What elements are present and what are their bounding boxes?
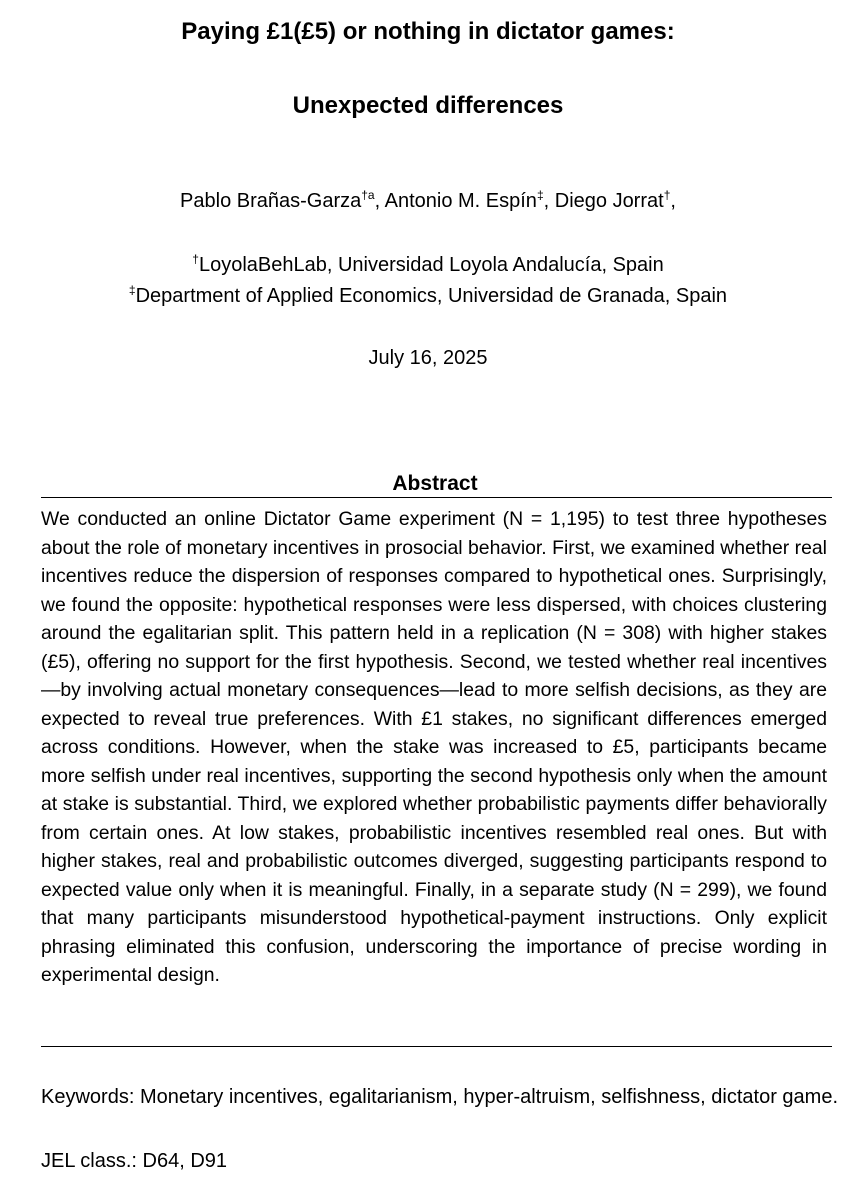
affiliation-2	[0, 283, 856, 309]
author-name: Pablo Brañas-Garza	[180, 190, 362, 212]
jel-label: JEL class.:	[41, 1150, 137, 1172]
abstract-bottom-rule	[41, 1046, 832, 1047]
author-list	[0, 188, 856, 214]
publication-date: July 16, 2025	[368, 347, 488, 369]
affiliation-mark: ‡	[128, 283, 136, 297]
author-name: Diego Jorrat	[554, 190, 664, 212]
paper-title-line-2: Unexpected differences	[292, 92, 564, 119]
abstract-body: We conducted an online Dictator Game experiment (N = 1,195) to test three hypotheses about the role of monetary incentives in prosocial behavior. First, we examined whether real incentives reduce the dispersion of responses compared to hypothetical ones. Surprisingly, we found the opposite: hypothetical responses were less dispersed, with choices clustering around the egalitarian split. This pattern held in a replication (N = 308) with higher stakes (£5), offering no support for the first hypothesis. Second, we tested whether real incentives—by involving actual monetary consequences—lead to more selfish decisions, as they are expected to reveal true preferences. With £1 stakes, no significant differences emerged across conditions. However, when the stake was increased to £5, participants became more selfish under real incentives, supporting the second hypothesis only when the amount at stake is substantial. Third, we explored whether probabilistic payments differ behaviorally from certain ones. At low stakes, probabilistic incentives resembled real ones. But with higher stakes, real and probabilistic outcomes diverged, suggesting participants respond to expected value only when it is meaningful. Finally, in a separate study (N = 299), we found that many participants misunderstood hypothetical-payment instructions. Only explicit phrasing eliminated this confusion, underscoring the importance of precise wording in experimental design.	[41, 508, 827, 986]
keywords-text: Monetary incentives, egalitarianism, hyper-altruism, selfishness, dictator game.	[139, 1086, 839, 1108]
abstract-top-rule	[41, 497, 832, 498]
author-marks: ‡	[536, 188, 544, 202]
abstract-heading: Abstract	[392, 472, 478, 495]
keywords-label: Keywords:	[41, 1086, 135, 1108]
author-separator: ,	[543, 190, 555, 212]
affiliation-text: LoyolaBehLab, Universidad Loyola Andalucía, Spain	[198, 254, 664, 276]
author-marks: †	[663, 188, 671, 202]
affiliation-text: Department of Applied Economics, Universidad de Granada, Spain	[135, 285, 728, 307]
jel-codes: D64, D91	[142, 1150, 228, 1172]
affiliation-1	[0, 252, 856, 278]
author-marks: †a	[361, 188, 375, 202]
paper-title-line-1: Paying £1(£5) or nothing in dictator games:	[181, 18, 675, 45]
author-separator: ,	[670, 190, 676, 212]
keywords	[41, 1083, 841, 1112]
affiliation-mark: †	[192, 252, 199, 266]
author-separator: ,	[374, 190, 385, 212]
jel-classification	[41, 1147, 641, 1176]
author-name: Antonio M. Espín	[384, 190, 537, 212]
